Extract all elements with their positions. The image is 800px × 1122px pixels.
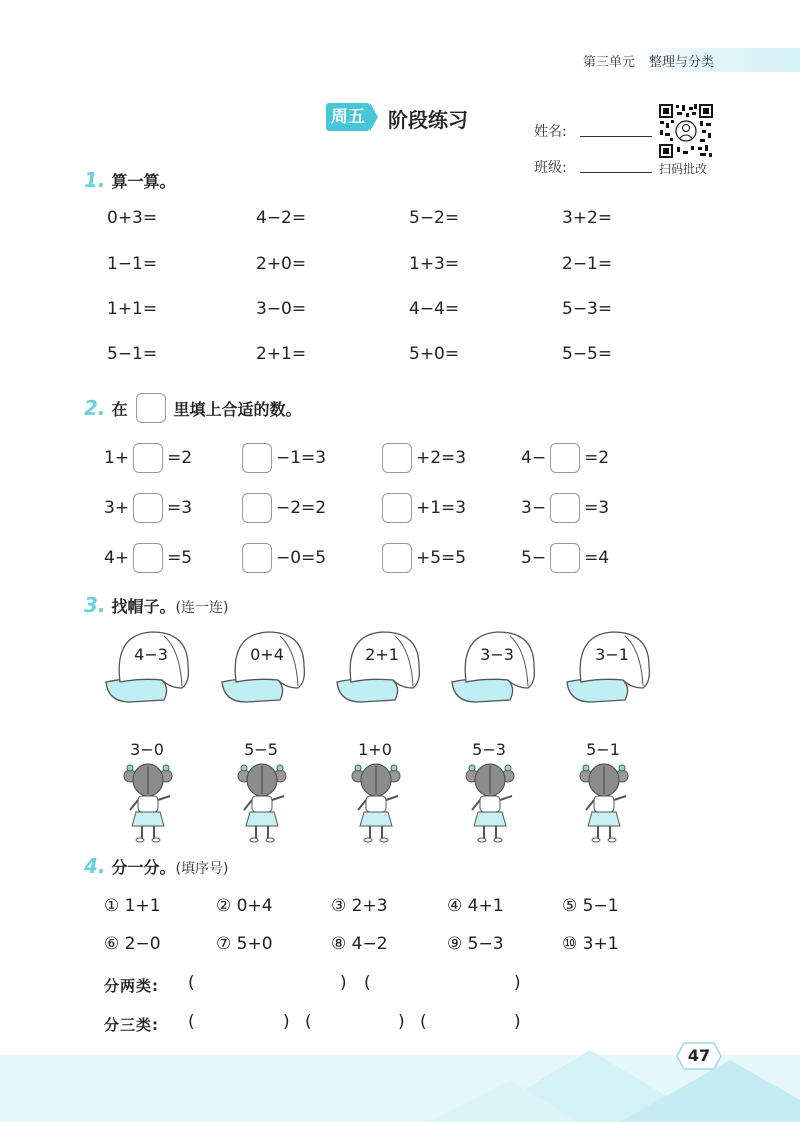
header-text [583,51,728,70]
class-label: 班级: [534,160,567,176]
cap-icon [450,630,546,710]
section1-heading [84,168,176,192]
paren-open: ( [305,1012,312,1032]
choice-item: ⑦ 5+0 [216,934,273,954]
unit-label: 第三单元 [583,55,636,70]
answer-box[interactable] [133,543,163,573]
answer-box[interactable] [382,443,412,473]
answer-box[interactable] [550,493,580,523]
choice-item: ⑨ 5−3 [447,934,504,954]
calc-2-3: 5−3= [562,299,613,319]
answer-box[interactable] [382,543,412,573]
footer-decoration [430,1040,800,1122]
girl-label: 5−1 [586,740,620,759]
class-field[interactable] [580,156,652,173]
fill-pre: 4− [521,448,547,468]
calc-0-1: 4−2= [256,208,307,228]
class-two-group2-field[interactable] [380,972,510,996]
page-title: 阶段练习 [388,108,468,132]
section2-heading [84,393,302,423]
cap-icon [565,630,661,710]
answer-box[interactable] [242,443,272,473]
fill-post: −0=5 [276,548,327,568]
fill-pre: 4+ [104,548,130,568]
hat-label: 3−1 [595,645,629,664]
fill-0-0 [104,443,192,473]
qr-caption: 扫码批改 [659,162,708,176]
section3-number: 3. [84,593,106,617]
girl-figure-icon[interactable] [578,760,630,844]
example-box [136,393,166,423]
classify-three-label: 分三类: [104,1016,159,1034]
answer-box[interactable] [242,493,272,523]
paren-close: ) [340,973,347,993]
calc-3-1: 2+1= [256,344,307,364]
choice-item: ⑤ 5−1 [562,896,619,916]
fill-0-1 [238,443,326,473]
paren-open: ( [188,1012,195,1032]
calc-2-0: 1+1= [107,299,158,319]
calc-2-2: 4−4= [409,299,460,319]
fill-post: −1=3 [276,448,327,468]
paren-close: ) [514,1012,521,1032]
girl-label: 3−0 [130,740,164,759]
hat-label: 3−3 [480,645,514,664]
hat-label: 4−3 [134,645,168,664]
fill-2-0 [104,543,192,573]
fill-post: =5 [167,548,193,568]
fill-pre: 5− [521,548,547,568]
fill-post: =4 [584,548,610,568]
cap-icon [220,630,316,710]
hat-3[interactable] [335,630,431,710]
fill-2-3 [521,543,609,573]
section2-title-pre: 在 [111,399,128,419]
section3-note: (连一连) [175,600,229,616]
fill-post: +2=3 [416,448,467,468]
paren-open: ( [188,973,195,993]
qr-code-icon[interactable] [658,103,714,159]
paren-close: ) [398,1012,405,1032]
choice-item: ③ 2+3 [331,896,388,916]
girl-figure-icon[interactable] [122,760,174,844]
calc-1-2: 1+3= [409,254,460,274]
girl-figure-icon[interactable] [464,760,516,844]
fill-post: =3 [167,498,193,518]
hat-4[interactable] [450,630,546,710]
fill-pre: 3+ [104,498,130,518]
fill-1-3 [521,493,609,523]
calc-3-0: 5−1= [107,344,158,364]
cap-icon [104,630,200,710]
fill-1-2 [378,493,466,523]
fill-post: =3 [584,498,610,518]
answer-box[interactable] [242,543,272,573]
classify-two-label: 分两类: [104,977,159,995]
calc-0-2: 5−2= [409,208,460,228]
hat-label: 2+1 [365,645,399,664]
class-three-group1-field[interactable] [204,1011,279,1035]
choice-item: ① 1+1 [104,896,161,916]
section1-number: 1. [84,168,106,192]
class-three-group3-field[interactable] [436,1011,511,1035]
section4-heading [84,854,228,878]
name-field[interactable] [580,120,652,137]
choice-item: ⑥ 2−0 [104,934,161,954]
section4-title: 分一分。 [111,858,176,877]
fill-2-2 [378,543,466,573]
fill-1-0 [104,493,192,523]
fill-pre: 3− [521,498,547,518]
fill-post: +1=3 [416,498,467,518]
fill-1-1 [238,493,326,523]
answer-box[interactable] [382,493,412,523]
section4-note: (填序号) [175,861,229,877]
section4-number: 4. [84,854,106,878]
calc-0-3: 3+2= [562,208,613,228]
fill-post: −2=2 [276,498,327,518]
calc-1-1: 2+0= [256,254,307,274]
answer-box[interactable] [550,543,580,573]
fill-0-2 [378,443,466,473]
hat-label: 0+4 [250,645,284,664]
hat-1[interactable] [104,630,200,710]
topic-label: 整理与分类 [649,55,715,70]
girl-label: 5−3 [472,740,506,759]
calc-1-0: 1−1= [107,254,158,274]
fill-post: +5=5 [416,548,467,568]
fill-0-3 [521,443,609,473]
page-number: 47 [687,1046,711,1065]
girl-figure-icon[interactable] [350,760,402,844]
section1-title: 算一算。 [111,172,176,191]
fill-pre: 1+ [104,448,130,468]
calc-3-2: 5+0= [409,344,460,364]
choice-item: ⑩ 3+1 [562,934,619,954]
section3-title: 找帽子。 [111,597,176,616]
choice-item: ② 0+4 [216,896,273,916]
answer-box[interactable] [133,493,163,523]
fill-post: =2 [584,448,610,468]
paren-open: ( [364,973,371,993]
calc-1-3: 2−1= [562,254,613,274]
calc-3-3: 5−5= [562,344,613,364]
fill-2-1 [238,543,326,573]
paren-close: ) [514,973,521,993]
name-label: 姓名: [534,124,567,140]
hat-2[interactable] [220,630,316,710]
fill-post: =2 [167,448,193,468]
paren-close: ) [283,1012,290,1032]
answer-box[interactable] [133,443,163,473]
calc-0-0: 0+3= [107,208,158,228]
girl-figure-icon[interactable] [236,760,288,844]
answer-box[interactable] [550,443,580,473]
girl-label: 5−5 [244,740,278,759]
choice-item: ④ 4+1 [447,896,504,916]
choice-item: ⑧ 4−2 [331,934,388,954]
calc-2-1: 3−0= [256,299,307,319]
day-badge: 周五 [326,103,370,131]
class-two-group1-field[interactable] [204,972,334,996]
section2-title-post: 里填上合适的数。 [173,399,302,419]
section2-number: 2. [84,396,106,420]
class-three-group2-field[interactable] [321,1011,396,1035]
hat-5[interactable] [565,630,661,710]
paren-open: ( [420,1012,427,1032]
girl-label: 1+0 [358,740,392,759]
section3-heading [84,593,228,617]
cap-icon [335,630,431,710]
